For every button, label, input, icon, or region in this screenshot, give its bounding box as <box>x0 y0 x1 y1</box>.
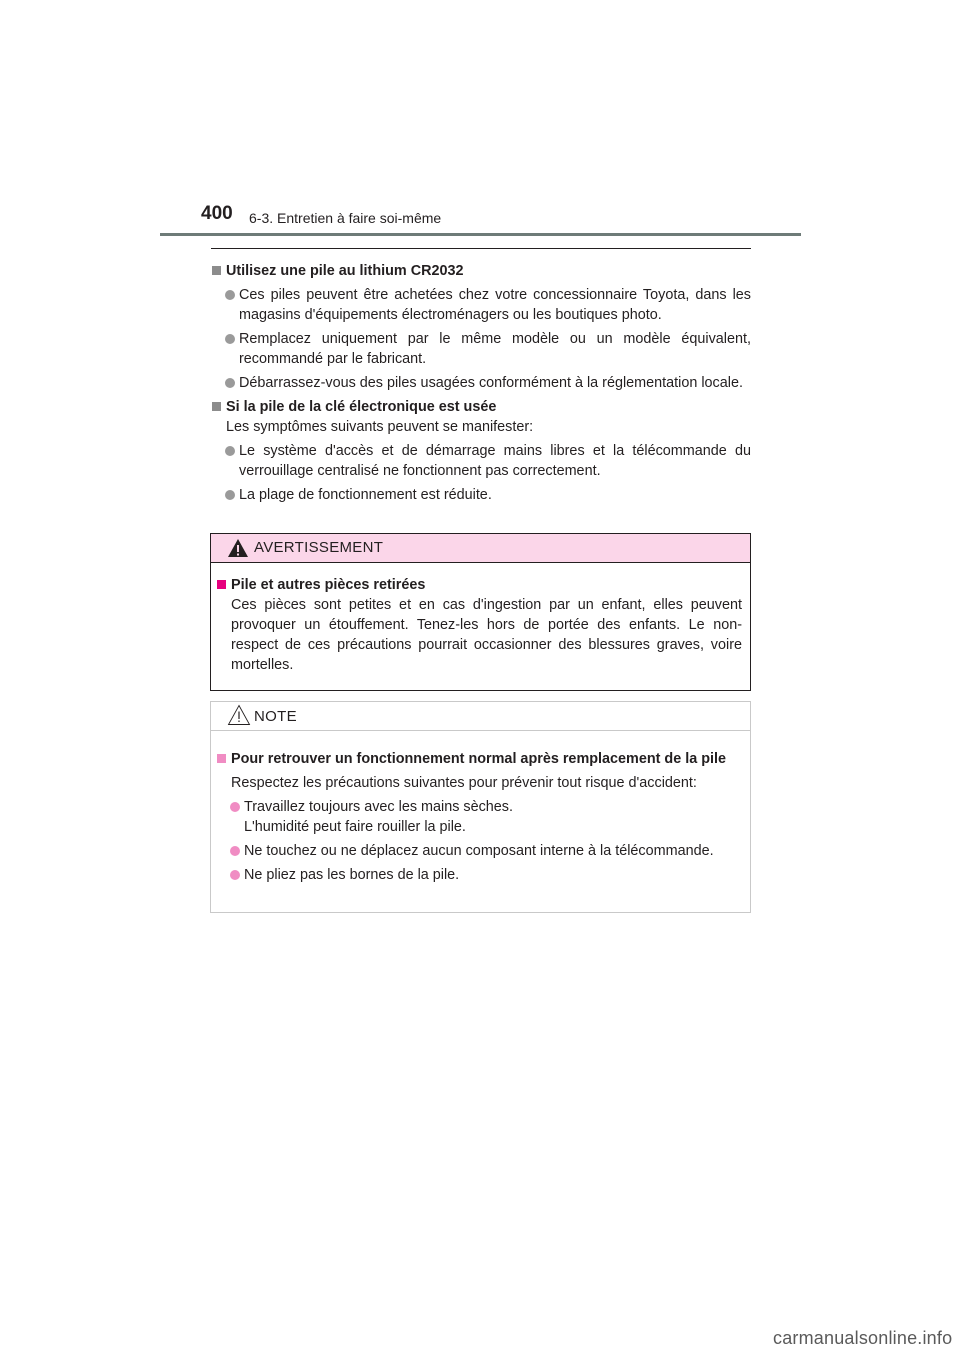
warning-label: AVERTISSEMENT <box>254 539 384 556</box>
note-triangle-icon <box>227 704 251 726</box>
circle-bullet-icon <box>230 802 240 812</box>
list-item: Le système d'accès et de démarrage mains libres et la télécommande du verrouillage centralisé ne fonctionnent pas correctement. <box>211 441 751 481</box>
square-bullet-icon <box>212 266 221 275</box>
page-number: 400 <box>201 203 233 224</box>
chapter-title: 6-3. Entretien à faire soi-même <box>249 210 442 226</box>
list-item: Travaillez toujours avec les mains sèches. L'humidité peut faire rouiller la pile. <box>216 797 742 837</box>
list-item: Débarrassez-vous des piles usagées conformément à la réglementation locale. <box>211 373 751 393</box>
section-battery-type <box>211 261 751 393</box>
note-intro: Respectez les précautions suivantes pour prévenir tout risque d'accident: <box>231 775 697 791</box>
header-rule <box>160 233 801 236</box>
list-item: Ne pliez pas les bornes de la pile. <box>216 865 742 885</box>
section-battery-low <box>211 397 751 505</box>
section-intro: Les symptômes suivants peuvent se manifester: <box>226 419 534 435</box>
note-heading: Pour retrouver un fonctionnement normal après remplacement de la pile <box>216 749 742 769</box>
circle-bullet-icon <box>225 490 235 500</box>
note-label: NOTE <box>254 708 297 725</box>
list-item: La plage de fonctionnement est réduite. <box>211 485 751 505</box>
circle-bullet-icon <box>225 446 235 456</box>
circle-bullet-icon <box>225 290 235 300</box>
circle-bullet-icon <box>230 846 240 856</box>
square-bullet-icon <box>212 402 221 411</box>
warning-text: Ces pièces sont petites et en cas d'ingestion par un enfant, elles peuvent provoquer un étouffement. Tenez-les hors de portée des enfants. Le non-respect de ces précautions pourrait occasionner des blessures graves, voire mortelles. <box>231 597 742 673</box>
circle-bullet-icon <box>225 378 235 388</box>
list-item: Remplacez uniquement par le même modèle ou un modèle équivalent, recommandé par le fabricant. <box>211 329 751 369</box>
section-heading: Utilisez une pile au lithium CR2032 <box>211 261 751 281</box>
warning-heading: Pile et autres pièces retirées <box>216 575 742 595</box>
warning-title-bar <box>211 534 750 563</box>
circle-bullet-icon <box>230 870 240 880</box>
square-bullet-icon <box>217 754 226 763</box>
square-bullet-icon <box>217 580 226 589</box>
section-heading: Si la pile de la clé électronique est usée <box>211 397 751 417</box>
circle-bullet-icon <box>225 334 235 344</box>
note-box <box>210 701 751 913</box>
content-top-rule <box>211 248 751 249</box>
note-title-bar <box>211 702 750 731</box>
main-content <box>211 257 751 505</box>
warning-box <box>210 533 751 691</box>
list-item: Ne touchez ou ne déplacez aucun composant interne à la télécommande. <box>216 841 742 861</box>
warning-triangle-icon <box>227 538 249 558</box>
warning-body <box>211 563 750 675</box>
list-item: Ces piles peuvent être achetées chez votre concessionnaire Toyota, dans les magasins d'équipements électroménagers ou les boutiques photo. <box>211 285 751 325</box>
watermark: carmanualsonline.info <box>773 1328 953 1348</box>
note-body <box>211 731 750 885</box>
